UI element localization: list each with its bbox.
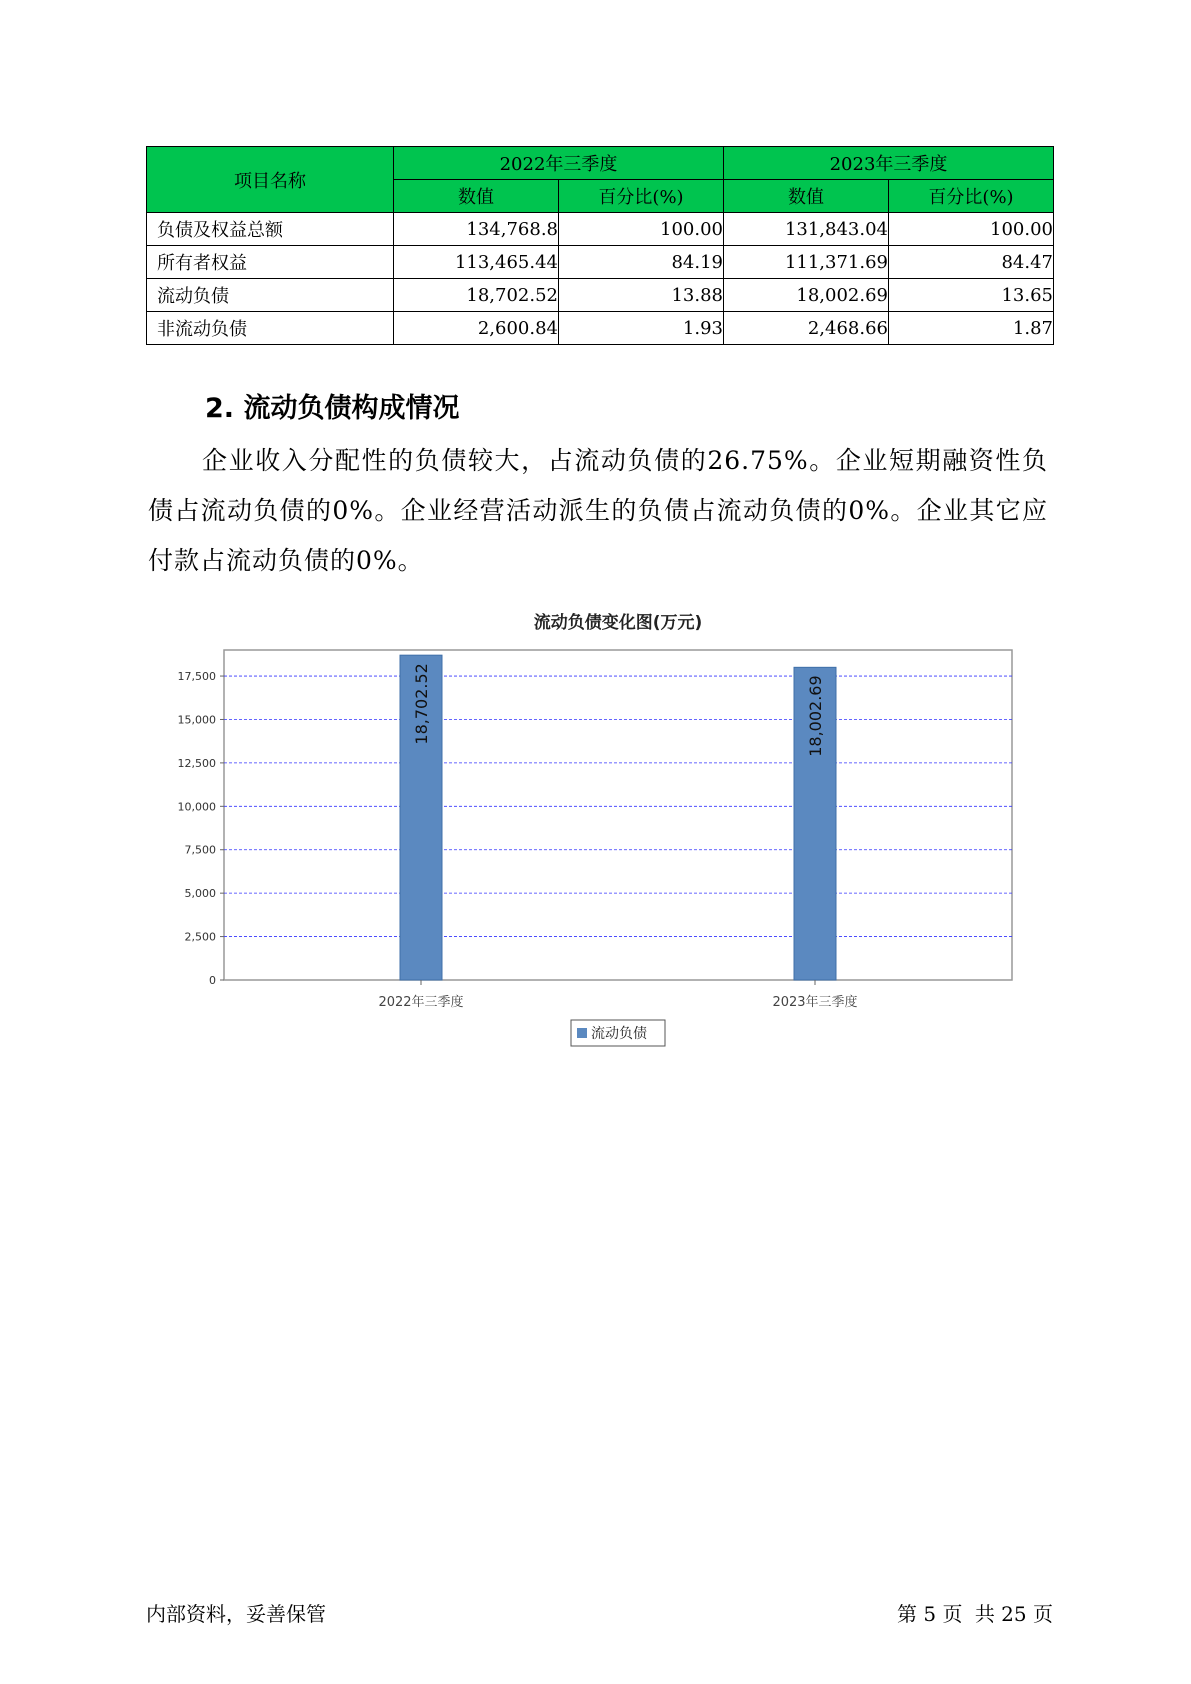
cell-value: 18,002.69 <box>724 279 889 312</box>
cell-value: 111,371.69 <box>724 246 889 279</box>
row-name: 负债及权益总额 <box>147 213 394 246</box>
cell-percent: 100.00 <box>559 213 724 246</box>
table-header-row <box>147 147 1054 180</box>
x-tick-label: 2022年三季度 <box>378 995 464 1010</box>
y-tick-label: 0 <box>209 974 216 987</box>
y-tick-label: 12,500 <box>177 756 216 770</box>
cell-value: 134,768.8 <box>394 213 559 246</box>
legend-swatch <box>577 1028 587 1038</box>
data-label: 18,702.52 <box>412 663 431 745</box>
table-row <box>147 246 1054 279</box>
body-paragraph: 企业收入分配性的负债较大，占流动负债的26.75%。企业短期融资性负债占流动负债的0%。企业经营活动派生的负债占流动负债的0%。企业其它应付款占流动负债的0%。 <box>148 446 1048 575</box>
page-number: 第 5 页 <box>897 1602 963 1626</box>
financial-table <box>146 146 1054 345</box>
cell-value: 113,465.44 <box>394 246 559 279</box>
cell-value: 131,843.04 <box>724 213 889 246</box>
bar-chart <box>146 600 1056 1060</box>
header-period-2022: 2022年三季度 <box>394 147 724 180</box>
subheader-percent: 百分比(%) <box>559 180 724 213</box>
row-name: 所有者权益 <box>147 246 394 279</box>
chart-title: 流动负债变化图(万元) <box>533 613 703 633</box>
y-tick-label: 2,500 <box>184 930 216 944</box>
table-row <box>147 312 1054 345</box>
cell-percent: 13.65 <box>889 279 1054 312</box>
header-item-name: 项目名称 <box>147 147 394 213</box>
data-label: 18,002.69 <box>806 675 825 757</box>
cell-value: 18,702.52 <box>394 279 559 312</box>
header-period-2023: 2023年三季度 <box>724 147 1054 180</box>
legend-label: 流动负债 <box>591 1026 647 1042</box>
y-tick-label: 5,000 <box>184 887 216 901</box>
cell-value: 2,468.66 <box>724 312 889 345</box>
row-name: 非流动负债 <box>147 312 394 345</box>
table-row <box>147 279 1054 312</box>
y-tick-label: 15,000 <box>177 713 216 727</box>
cell-percent: 13.88 <box>559 279 724 312</box>
cell-percent: 1.93 <box>559 312 724 345</box>
row-name: 流动负债 <box>147 279 394 312</box>
subheader-value: 数值 <box>394 180 559 213</box>
cell-percent: 100.00 <box>889 213 1054 246</box>
x-tick-label: 2023年三季度 <box>772 995 858 1010</box>
cell-percent: 1.87 <box>889 312 1054 345</box>
cell-percent: 84.47 <box>889 246 1054 279</box>
y-tick-label: 17,500 <box>177 670 216 684</box>
page-total: 共 25 页 <box>974 1602 1053 1626</box>
subheader-percent: 百分比(%) <box>889 180 1054 213</box>
chart-svg <box>146 600 1056 1060</box>
subheader-value: 数值 <box>724 180 889 213</box>
footer-confidential: 内部资料，妥善保管 <box>146 1602 326 1626</box>
y-tick-label: 7,500 <box>184 843 216 857</box>
cell-value: 2,600.84 <box>394 312 559 345</box>
table-row <box>147 213 1054 246</box>
section-heading: 2. 流动负债构成情况 <box>205 393 460 424</box>
y-tick-label: 10,000 <box>177 800 216 814</box>
plot-frame <box>224 650 1012 980</box>
footer-page-info <box>891 1598 1053 1627</box>
cell-percent: 84.19 <box>559 246 724 279</box>
